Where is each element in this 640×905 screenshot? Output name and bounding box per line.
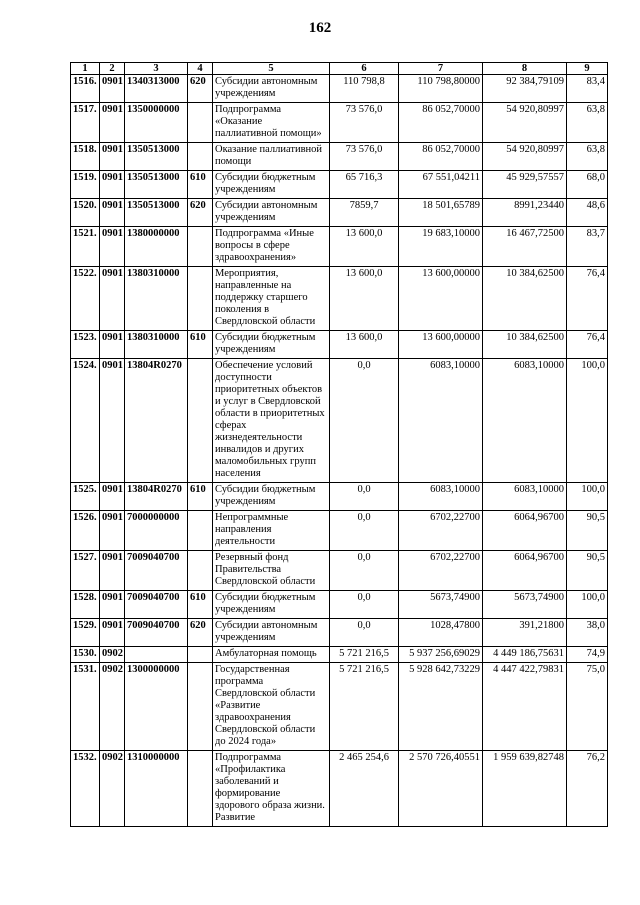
column-header-4: 4 (188, 63, 213, 75)
planned-amount: 73 576,0 (330, 143, 399, 171)
adjusted-amount: 6083,10000 (399, 483, 483, 511)
item-name: Субсидии бюджетным учреждениям (213, 331, 330, 359)
column-header-6: 6 (330, 63, 399, 75)
column-header-9: 9 (567, 63, 608, 75)
target-code: 1380310000 (125, 331, 188, 359)
target-code: 1350513000 (125, 199, 188, 227)
executed-amount: 6064,96700 (483, 551, 567, 591)
item-name: Оказание паллиативной помощи (213, 143, 330, 171)
execution-percent: 75,0 (567, 663, 608, 751)
execution-percent: 48,6 (567, 199, 608, 227)
section-code: 0901 (100, 551, 125, 591)
adjusted-amount: 6702,22700 (399, 511, 483, 551)
planned-amount: 0,0 (330, 591, 399, 619)
row-number: 1523. (71, 331, 100, 359)
adjusted-amount: 5 937 256,69029 (399, 647, 483, 663)
adjusted-amount: 67 551,04211 (399, 171, 483, 199)
row-number: 1531. (71, 663, 100, 751)
executed-amount: 1 959 639,82748 (483, 751, 567, 827)
planned-amount: 5 721 216,5 (330, 647, 399, 663)
expense-type-code (188, 267, 213, 331)
section-code: 0901 (100, 227, 125, 267)
section-code: 0901 (100, 359, 125, 483)
table-row (71, 511, 608, 551)
execution-percent: 100,0 (567, 483, 608, 511)
table-row (71, 171, 608, 199)
target-code: 13804R0270 (125, 483, 188, 511)
budget-table (70, 62, 608, 827)
adjusted-amount: 86 052,70000 (399, 103, 483, 143)
section-code: 0901 (100, 483, 125, 511)
expense-type-code (188, 663, 213, 751)
row-number: 1524. (71, 359, 100, 483)
expense-type-code (188, 227, 213, 267)
section-code: 0901 (100, 75, 125, 103)
table-row (71, 103, 608, 143)
adjusted-amount: 6702,22700 (399, 551, 483, 591)
adjusted-amount: 2 570 726,40551 (399, 751, 483, 827)
column-header-5: 5 (213, 63, 330, 75)
expense-type-code (188, 751, 213, 827)
target-code: 1350000000 (125, 103, 188, 143)
planned-amount: 5 721 216,5 (330, 663, 399, 751)
adjusted-amount: 110 798,80000 (399, 75, 483, 103)
execution-percent: 76,4 (567, 267, 608, 331)
planned-amount: 65 716,3 (330, 171, 399, 199)
target-code: 7009040700 (125, 591, 188, 619)
expense-type-code (188, 103, 213, 143)
execution-percent: 74,9 (567, 647, 608, 663)
planned-amount: 110 798,8 (330, 75, 399, 103)
row-number: 1521. (71, 227, 100, 267)
section-code: 0901 (100, 171, 125, 199)
item-name: Амбулаторная помощь (213, 647, 330, 663)
item-name: Подпрограмма «Оказание паллиативной помощи» (213, 103, 330, 143)
execution-percent: 63,8 (567, 103, 608, 143)
table-body (71, 75, 608, 827)
table-row (71, 483, 608, 511)
target-code: 7009040700 (125, 551, 188, 591)
execution-percent: 38,0 (567, 619, 608, 647)
executed-amount: 16 467,72500 (483, 227, 567, 267)
expense-type-code: 620 (188, 619, 213, 647)
execution-percent: 63,8 (567, 143, 608, 171)
section-code: 0901 (100, 143, 125, 171)
table-row (71, 267, 608, 331)
row-number: 1516. (71, 75, 100, 103)
execution-percent: 83,4 (567, 75, 608, 103)
executed-amount: 54 920,80997 (483, 103, 567, 143)
section-code: 0902 (100, 647, 125, 663)
executed-amount: 4 449 186,75631 (483, 647, 567, 663)
target-code (125, 647, 188, 663)
adjusted-amount: 13 600,00000 (399, 331, 483, 359)
row-number: 1525. (71, 483, 100, 511)
planned-amount: 0,0 (330, 551, 399, 591)
item-name: Субсидии автономным учреждениям (213, 75, 330, 103)
row-number: 1522. (71, 267, 100, 331)
section-code: 0901 (100, 199, 125, 227)
table-row (71, 619, 608, 647)
row-number: 1530. (71, 647, 100, 663)
section-code: 0901 (100, 511, 125, 551)
item-name: Субсидии автономным учреждениям (213, 619, 330, 647)
row-number: 1520. (71, 199, 100, 227)
row-number: 1532. (71, 751, 100, 827)
execution-percent: 68,0 (567, 171, 608, 199)
planned-amount: 0,0 (330, 483, 399, 511)
execution-percent: 76,2 (567, 751, 608, 827)
executed-amount: 6064,96700 (483, 511, 567, 551)
row-number: 1527. (71, 551, 100, 591)
table-row (71, 751, 608, 827)
section-code: 0901 (100, 619, 125, 647)
item-name: Непрограммные направления деятельности (213, 511, 330, 551)
section-code: 0901 (100, 267, 125, 331)
item-name: Субсидии бюджетным учреждениям (213, 171, 330, 199)
execution-percent: 76,4 (567, 331, 608, 359)
table-row (71, 143, 608, 171)
planned-amount: 0,0 (330, 511, 399, 551)
adjusted-amount: 1028,47800 (399, 619, 483, 647)
item-name: Обеспечение условий доступности приоритетных объектов и услуг в Свердловской области в приоритетных сферах жизнедеятельности инвалидов и других маломобильных групп населения (213, 359, 330, 483)
execution-percent: 90,5 (567, 551, 608, 591)
item-name: Резервный фонд Правительства Свердловской области (213, 551, 330, 591)
expense-type-code: 610 (188, 483, 213, 511)
expense-type-code (188, 511, 213, 551)
planned-amount: 13 600,0 (330, 227, 399, 267)
executed-amount: 10 384,62500 (483, 267, 567, 331)
target-code: 1380000000 (125, 227, 188, 267)
row-number: 1529. (71, 619, 100, 647)
table-row (71, 199, 608, 227)
adjusted-amount: 13 600,00000 (399, 267, 483, 331)
section-code: 0901 (100, 591, 125, 619)
row-number: 1528. (71, 591, 100, 619)
row-number: 1517. (71, 103, 100, 143)
column-header-7: 7 (399, 63, 483, 75)
expense-type-code (188, 143, 213, 171)
adjusted-amount: 18 501,65789 (399, 199, 483, 227)
table-row (71, 591, 608, 619)
target-code: 1340313000 (125, 75, 188, 103)
adjusted-amount: 19 683,10000 (399, 227, 483, 267)
executed-amount: 92 384,79109 (483, 75, 567, 103)
page-number: 162 (308, 20, 332, 36)
table-row (71, 663, 608, 751)
executed-amount: 4 447 422,79831 (483, 663, 567, 751)
column-header-2: 2 (100, 63, 125, 75)
planned-amount: 7859,7 (330, 199, 399, 227)
executed-amount: 391,21800 (483, 619, 567, 647)
planned-amount: 13 600,0 (330, 331, 399, 359)
section-code: 0902 (100, 663, 125, 751)
executed-amount: 45 929,57557 (483, 171, 567, 199)
section-code: 0901 (100, 331, 125, 359)
target-code: 7000000000 (125, 511, 188, 551)
row-number: 1518. (71, 143, 100, 171)
target-code: 1350513000 (125, 171, 188, 199)
table-row (71, 227, 608, 267)
executed-amount: 6083,10000 (483, 359, 567, 483)
executed-amount: 6083,10000 (483, 483, 567, 511)
adjusted-amount: 5 928 642,73229 (399, 663, 483, 751)
executed-amount: 54 920,80997 (483, 143, 567, 171)
column-header-8: 8 (483, 63, 567, 75)
target-code: 1380310000 (125, 267, 188, 331)
expense-type-code (188, 647, 213, 663)
target-code: 1310000000 (125, 751, 188, 827)
item-name: Государственная программа Свердловской области «Развитие здравоохранения Свердловской области до 2024 года» (213, 663, 330, 751)
column-header-3: 3 (125, 63, 188, 75)
planned-amount: 0,0 (330, 619, 399, 647)
planned-amount: 73 576,0 (330, 103, 399, 143)
adjusted-amount: 86 052,70000 (399, 143, 483, 171)
expense-type-code (188, 551, 213, 591)
table-header-row (71, 63, 608, 75)
table-row (71, 551, 608, 591)
item-name: Субсидии автономным учреждениям (213, 199, 330, 227)
expense-type-code: 620 (188, 199, 213, 227)
section-code: 0902 (100, 751, 125, 827)
item-name: Субсидии бюджетным учреждениям (213, 483, 330, 511)
planned-amount: 2 465 254,6 (330, 751, 399, 827)
target-code: 13804R0270 (125, 359, 188, 483)
table-row (71, 647, 608, 663)
execution-percent: 100,0 (567, 591, 608, 619)
expense-type-code: 610 (188, 591, 213, 619)
item-name: Субсидии бюджетным учреждениям (213, 591, 330, 619)
target-code: 1350513000 (125, 143, 188, 171)
executed-amount: 10 384,62500 (483, 331, 567, 359)
target-code: 1300000000 (125, 663, 188, 751)
execution-percent: 83,7 (567, 227, 608, 267)
row-number: 1526. (71, 511, 100, 551)
table-row (71, 359, 608, 483)
item-name: Подпрограмма «Профилактика заболеваний и формирование здорового образа жизни. Развитие (213, 751, 330, 827)
expense-type-code: 620 (188, 75, 213, 103)
item-name: Подпрограмма «Иные вопросы в сфере здравоохранения» (213, 227, 330, 267)
expense-type-code: 610 (188, 331, 213, 359)
table-row (71, 331, 608, 359)
adjusted-amount: 6083,10000 (399, 359, 483, 483)
expense-type-code: 610 (188, 171, 213, 199)
section-code: 0901 (100, 103, 125, 143)
executed-amount: 8991,23440 (483, 199, 567, 227)
row-number: 1519. (71, 171, 100, 199)
adjusted-amount: 5673,74900 (399, 591, 483, 619)
item-name: Мероприятия, направленные на поддержку старшего поколения в Свердловской области (213, 267, 330, 331)
table-row (71, 75, 608, 103)
expense-type-code (188, 359, 213, 483)
execution-percent: 90,5 (567, 511, 608, 551)
target-code: 7009040700 (125, 619, 188, 647)
executed-amount: 5673,74900 (483, 591, 567, 619)
column-header-1: 1 (71, 63, 100, 75)
execution-percent: 100,0 (567, 359, 608, 483)
planned-amount: 0,0 (330, 359, 399, 483)
planned-amount: 13 600,0 (330, 267, 399, 331)
